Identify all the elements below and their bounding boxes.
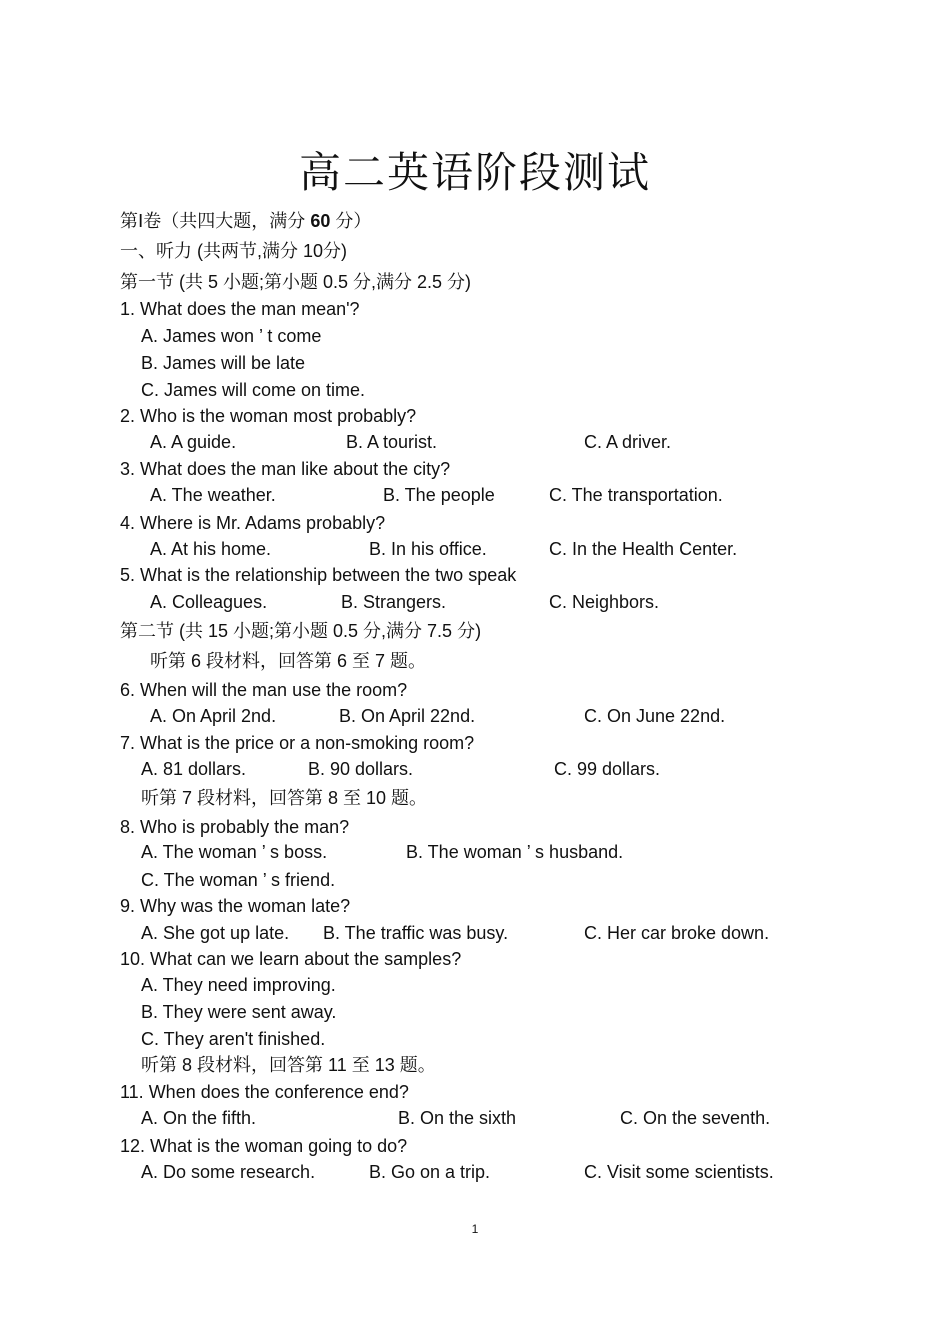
- part-heading: 一、听力 (共两节,满分 10分): [120, 241, 348, 261]
- question-12-option-c: C. Visit some scientists.: [584, 1162, 774, 1182]
- question-7-option-c: C. 99 dollars.: [554, 759, 661, 779]
- question-9-option-b: B. The traffic was busy.: [323, 923, 509, 943]
- question-5: 5. What is the relationship between the two speak: [120, 565, 517, 585]
- question-9: 9. Why was the woman late?: [120, 896, 351, 916]
- question-10: 10. What can we learn about the samples?: [120, 949, 462, 969]
- question-4: 4. Where is Mr. Adams probably?: [120, 513, 386, 533]
- page-title: 高二英语阶段测试: [298, 148, 651, 197]
- material-8-instruction: 听第 8 段材料，回答第 11 至 13 题。: [141, 1055, 436, 1075]
- question-1-option-b: B. James will be late: [141, 353, 306, 373]
- question-8-option-a: A. The woman ’ s boss.: [141, 842, 328, 862]
- question-1: 1. What does the man mean'?: [120, 299, 360, 319]
- question-8-option-b: B. The woman ’ s husband.: [406, 842, 624, 862]
- page-number: 1: [471, 1222, 479, 1236]
- question-3-option-c: C. The transportation.: [549, 485, 723, 505]
- question-4-option-a: A. At his home.: [150, 539, 272, 559]
- question-2-option-a: A. A guide.: [150, 432, 237, 452]
- material-6-instruction: 听第 6 段材料，回答第 6 至 7 题。: [150, 651, 427, 671]
- question-10-option-a: A. They need improving.: [141, 975, 336, 995]
- question-2-option-b: B. A tourist.: [346, 432, 438, 452]
- question-2-option-c: C. A driver.: [584, 432, 672, 452]
- question-4-option-b: B. In his office.: [369, 539, 487, 559]
- section-heading-1: 第一节 (共 5 小题;第小题 0.5 分,满分 2.5 分): [120, 272, 472, 292]
- question-12: 12. What is the woman going to do?: [120, 1136, 408, 1156]
- question-8-option-c: C. The woman ’ s friend.: [141, 870, 336, 890]
- question-7: 7. What is the price or a non-smoking room?: [120, 733, 475, 753]
- question-6-option-c: C. On June 22nd.: [584, 706, 726, 726]
- material-7-instruction: 听第 7 段材料，回答第 8 至 10 题。: [141, 788, 428, 808]
- question-4-option-c: C. In the Health Center.: [549, 539, 738, 559]
- question-8: 8. Who is probably the man?: [120, 817, 350, 837]
- question-11-option-a: A. On the fifth.: [141, 1108, 257, 1128]
- question-11: 11. When does the conference end?: [120, 1082, 409, 1102]
- question-11-option-b: B. On the sixth: [398, 1108, 517, 1128]
- question-3: 3. What does the man like about the city?: [120, 459, 451, 479]
- question-9-option-a: A. She got up late.: [141, 923, 290, 943]
- question-12-option-a: A. Do some research.: [141, 1162, 316, 1182]
- question-1-option-a: A. James won ’ t come: [141, 326, 322, 346]
- question-11-option-c: C. On the seventh.: [620, 1108, 771, 1128]
- question-6-option-a: A. On April 2nd.: [150, 706, 277, 726]
- question-7-option-a: A. 81 dollars.: [141, 759, 247, 779]
- volume-heading: [120, 210, 371, 232]
- volume-score: 60: [310, 211, 331, 231]
- question-10-option-c: C. They aren't finished.: [141, 1029, 326, 1049]
- question-5-option-a: A. Colleagues.: [150, 592, 268, 612]
- question-5-option-b: B. Strangers.: [341, 592, 447, 612]
- question-6: 6. When will the man use the room?: [120, 680, 408, 700]
- volume-heading-prefix: 第Ⅰ卷（共四大题，满分: [120, 211, 306, 231]
- question-7-option-b: B. 90 dollars.: [308, 759, 414, 779]
- question-12-option-b: B. Go on a trip.: [369, 1162, 491, 1182]
- question-9-option-c: C. Her car broke down.: [584, 923, 770, 943]
- question-1-option-c: C. James will come on time.: [141, 380, 366, 400]
- volume-heading-suffix: 分）: [335, 211, 372, 231]
- question-3-option-b: B. The people: [383, 485, 495, 505]
- question-10-option-b: B. They were sent away.: [141, 1002, 337, 1022]
- question-6-option-b: B. On April 22nd.: [339, 706, 476, 726]
- section-heading-2: 第二节 (共 15 小题;第小题 0.5 分,满分 7.5 分): [120, 621, 482, 641]
- question-2: 2. Who is the woman most probably?: [120, 406, 417, 426]
- question-3-option-a: A. The weather.: [150, 485, 276, 505]
- question-5-option-c: C. Neighbors.: [549, 592, 660, 612]
